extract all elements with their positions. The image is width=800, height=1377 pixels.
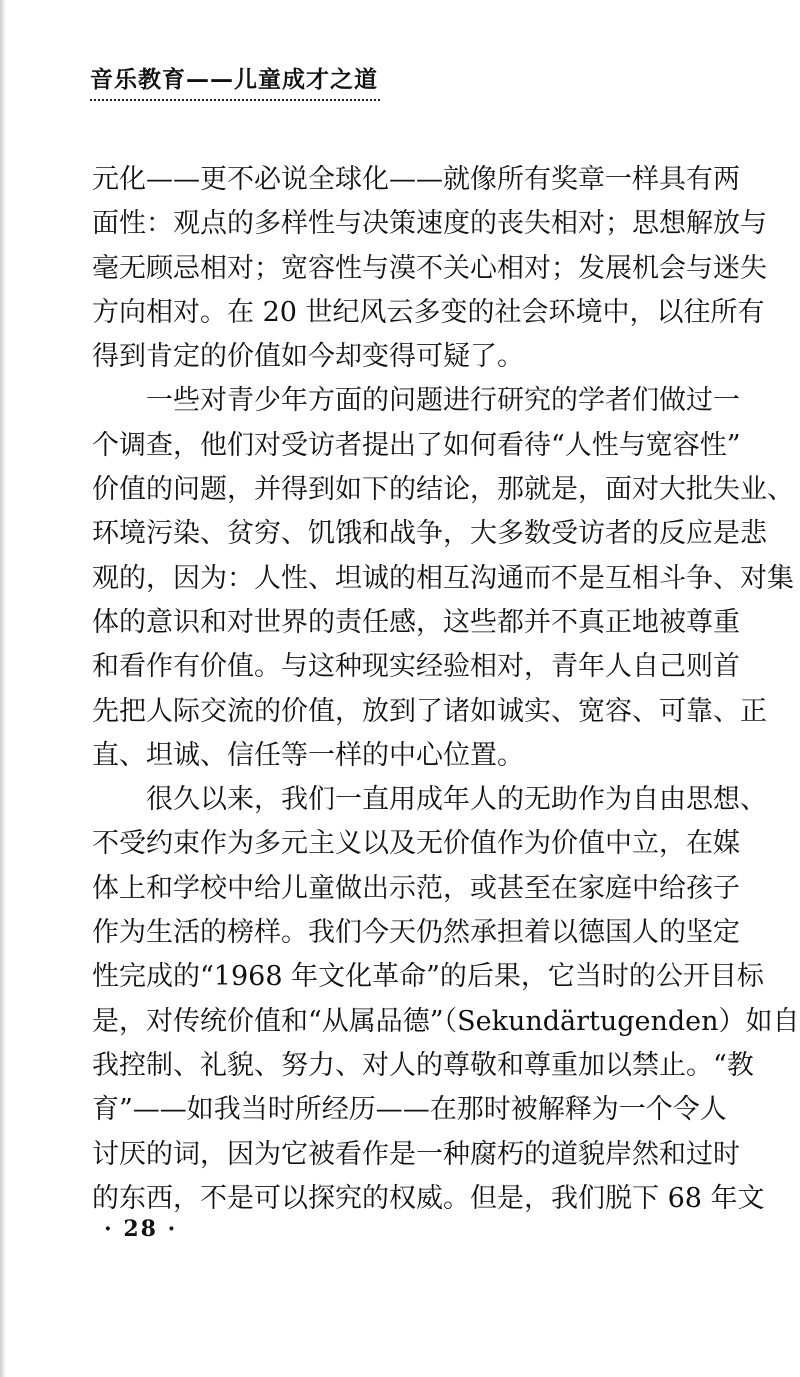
- body-text: [92, 158, 800, 1221]
- text-line: 讨厌的词，因为它被看作是一种腐朽的道貌岸然和过时: [92, 1138, 740, 1170]
- text-line: 体的意识和对世界的责任感，这些都并不真正地被尊重: [92, 606, 740, 638]
- text-line: 育”——如我当时所经历——在那时被解释为一个令人: [92, 1094, 727, 1126]
- text-line: 性完成的“1968 年文化革命”的后果，它当时的公开目标: [92, 961, 764, 993]
- text-line: 元化——更不必说全球化——就像所有奖章一样具有两: [92, 164, 740, 195]
- text-line: 个调查，他们对受访者提出了如何看待“人性与宽容性”: [92, 429, 741, 461]
- text-line: 方向相对。在 20 世纪风云多变的社会环境中，以往所有: [92, 296, 765, 328]
- text-line: 的东西，不是可以探究的权威。但是，我们脱下 68 年文: [92, 1182, 765, 1214]
- text-line: 观的，因为：人性、坦诚的相互沟通而不是互相斗争、对集: [92, 562, 794, 594]
- running-header: [90, 66, 380, 106]
- text-line: 很久以来，我们一直用成年人的无助作为自由思想、: [146, 784, 767, 816]
- text-line: 和看作有价值。与这种现实经验相对，青年人自己则首: [92, 651, 740, 683]
- text-line: 先把人际交流的价值，放到了诸如诚实、宽容、可靠、正: [92, 695, 767, 727]
- text-line: 一些对青少年方面的问题进行研究的学者们做过一: [146, 385, 740, 417]
- text-line: 价值的问题，并得到如下的结论，那就是，面对大批失业、: [92, 474, 794, 506]
- text-line: 直、坦诚、信任等一样的中心位置。: [92, 739, 524, 771]
- header-dotted-rule: [90, 99, 380, 101]
- text-line: 得到肯定的价值如今却变得可疑了。: [92, 341, 524, 373]
- text-line: 是，对传统价值和“从属品德”（Sekundärtugenden）如自: [92, 1005, 800, 1037]
- page-number: · 28 ·: [104, 1216, 178, 1242]
- text-line: 体上和学校中给儿童做出示范，或甚至在家庭中给孩子: [92, 872, 740, 904]
- running-header-title: 音乐教育——儿童成才之道: [90, 67, 378, 93]
- text-line: 毫无顾忌相对；宽容性与漠不关心相对；发展机会与迷失: [92, 252, 767, 284]
- text-line: 不受约束作为多元主义以及无价值作为价值中立，在媒: [92, 828, 740, 860]
- text-line: 面性：观点的多样性与决策速度的丧失相对；思想解放与: [92, 208, 767, 240]
- page-edge-shadow: [0, 0, 6, 1377]
- text-line: 作为生活的榜样。我们今天仍然承担着以德国人的坚定: [92, 917, 740, 949]
- text-line: 我控制、礼貌、努力、对人的尊敬和尊重加以禁止。“教: [92, 1049, 754, 1081]
- text-line: 环境污染、贫穷、饥饿和战争，大多数受访者的反应是悲: [92, 518, 767, 550]
